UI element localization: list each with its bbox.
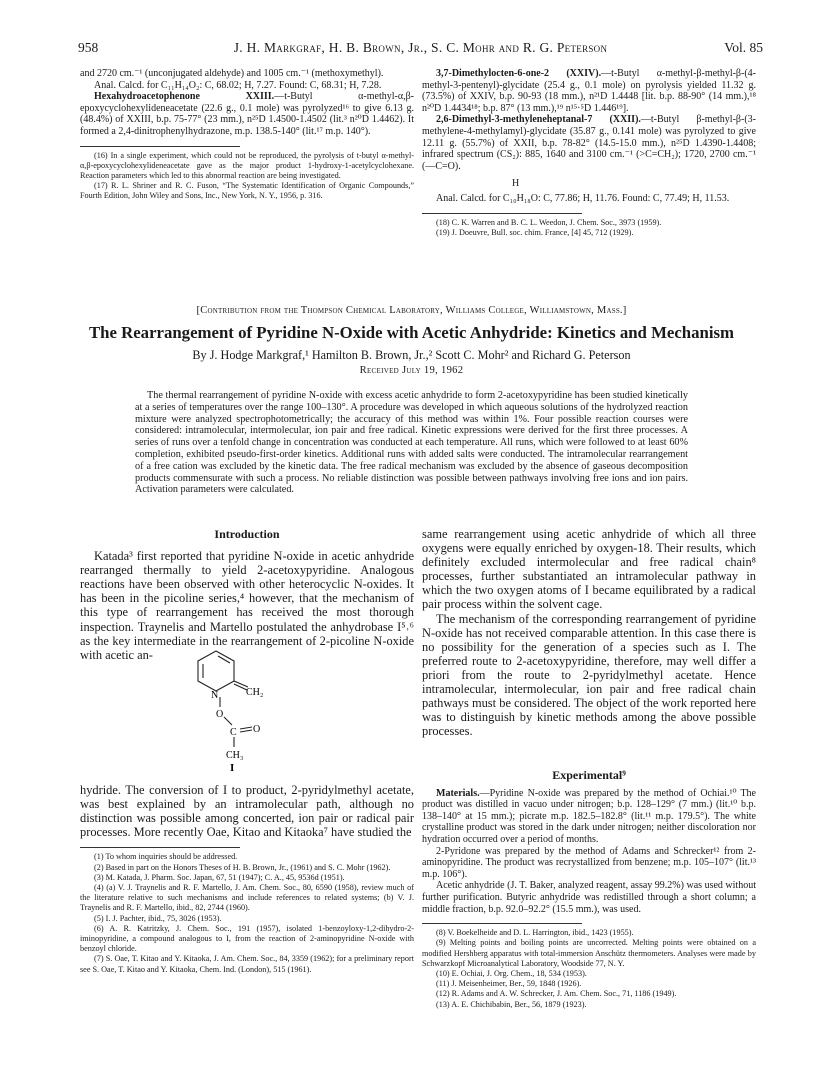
anhydride-paragraph: Acetic anhydride (J. T. Baker, analyzed reagent, assay 99.2%) was used without further purification. Butyric anhydride was redistilled through a short column; a middle fraction, b.p. 92.0–92.2° (15.5 mm.), was used. [422, 880, 756, 915]
intro-right-p2: The mechanism of the corresponding rearrangement of pyridine N-oxide has not received comparable attention. In this case there is no possibility for the generation of a species such as I. The preferred route to 2-acetoxypyridine, therefore, may well differ a priori from the route to 2-pyridylmethyl acetate. Hence intramolecular, intermolecular, ion pair and free radical chain pathways must be considered. The object of the work reported here was to distinguish by kinetic methods among the above possible processes. [422, 611, 756, 739]
materials-heading: Materials. [436, 787, 480, 799]
intro-heading: Introduction [214, 527, 280, 541]
prev-left-p1: and 2720 cm.⁻¹ (unconjugated aldehyde) and 1005 cm.⁻¹ (methoxymethyl). [80, 68, 384, 79]
ring-double-bond [218, 656, 230, 663]
footnote-6: (6) A. R. Katritzky, J. Chem. Soc., 191 (1957), isolated 1-benzoyloxy-1,2-dihydro-2-iminopyridine, a compound analogous to I, from the reaction of 2-aminopyridine N-oxide with benzoyl chloride. [80, 923, 414, 954]
prev-article-left-column [80, 68, 414, 202]
footnote-10: (10) E. Ochiai, J. Org. Chem., 18, 534 (1953). [436, 968, 587, 978]
struct-label-o: O [216, 709, 224, 720]
compound-text: —t-Butyl α-methyl-β-methyl-β-(4-methyl-3-pentenyl)-glycidate (25.4 g., 0.1 mole) on pyrolysis yielded 11.32 g. (73.5%) of XXIV, b.p. 90-93 (18 mm.), n²¹D 1.4448 [lit. b.p. 88-90° (14 mm.),¹⁸ n²⁰D 1.4434¹⁸; b.p. 87° (13 mm.),¹⁹ n¹⁵·⁵D 1.446¹⁹]. [422, 68, 757, 114]
intro-right-column [422, 527, 756, 738]
intro-left-column [80, 527, 414, 662]
compound-heading: Hexahydroacetophenone XXIII. [94, 91, 275, 103]
c-o-bond-a [240, 727, 252, 729]
struct-label-c: C [230, 727, 237, 738]
footnote-8: (8) V. Boekelheide and D. L. Harrington, ibid., 1423 (1955). [436, 928, 634, 938]
footnote-7: (7) S. Oae, T. Kitao and Y. Kitaoka, J. Am. Chem. Soc., 84, 3359 (1962); for a preliminary report see S. Oae, T. Kitao and Y. Kitaoka, Chem. Ind. (London), 515 (1961). [80, 954, 414, 974]
footnote-3: (3) M. Katada, J. Pharm. Soc. Japan, 67, 51 (1947); C. A., 45, 9536d (1951). [94, 872, 345, 882]
materials-paragraph [422, 788, 756, 846]
footnote-1: (1) To whom inquiries should be addressed. [94, 852, 238, 862]
running-title: J. H. Markgraf, H. B. Brown, Jr., S. C. Mohr and R. G. Peterson [233, 40, 608, 55]
footnote-19: (19) J. Doeuvre, Bull. soc. chim. France, [4] 45, 712 (1929). [436, 227, 634, 237]
footnote-16: (16) In a single experiment, which could not be reproduced, the pyrolysis of t-butyl α-methyl-α,β-epoxycyclohexylideneacetate gave as the major product 1-hydroxy-1-acetylcyclohexane. Reaction parameters which led to this abnormal reaction are being investigated. [80, 150, 414, 180]
prev-right-p1 [422, 68, 756, 114]
running-header [78, 40, 763, 60]
experimental-heading: Experimental⁹ [552, 768, 626, 782]
intro-p1: Katada³ first reported that pyridine N-oxide in acetic anhydride rearranged thermally to yield 2-acetoxypyridine. Analogous reactions have been observed with other heterocyclic N-oxides. It has been in the picoline series,⁴ however, that the mechanism of this type of rearrangement has received the most thorough inspection. Traynelis and Martello postulated the anhydrobase I⁵˒⁶ as the key intermediate in the rearrangement of 2-picoline N-oxide with acetic an- [80, 549, 414, 662]
c-o-bond-b [240, 730, 252, 732]
structure-I-svg [194, 647, 304, 772]
footnote-rule [80, 146, 240, 147]
struct-label-o2: O [253, 724, 261, 735]
footnote-rule [422, 213, 582, 214]
prev-article-right-column [422, 68, 756, 238]
footnote-11: (11) J. Meisenheimer, Ber., 59, 1848 (1926). [436, 979, 582, 989]
compound-text: —t-Butyl α-methyl-α,β-epoxycyclohexylideneacetate (22.6 g., 0.1 mole) was pyrolyzed¹⁶ to give 6.13 g. (48.4%) of XXIII, b.p. 75-77° (23 mm.), n²⁵D 1.4500-1.4502 (lit.³ n²⁰D 1.4462). It formed a 2,4-dinitrophenylhydrazone, m.p. 138.5-140° (lit.¹⁷ m.p. 140°). [80, 91, 414, 137]
footnote-18: (18) C. K. Warren and B. C. L. Weedon, J. Chem. Soc., 3973 (1959). [436, 217, 662, 227]
prev-right-anal: Anal. Calcd. for C₁₀H₁₈O: C, 77.86; H, 11.76. Found: C, 77.49; H, 11.53. [436, 192, 730, 204]
author-line: By J. Hodge Markgraf,¹ Hamilton B. Brown, Jr.,² Scott C. Mohr² and Richard G. Peterson [192, 348, 631, 362]
prev-right-p2 [422, 114, 756, 172]
compound-heading: 3,7-Dimethylocten-6-one-2 (XXIV). [436, 68, 602, 79]
footnote-rule [80, 847, 240, 848]
footnote-13: (13) A. E. Chichibabin, Ber., 56, 1879 (1923). [436, 999, 587, 1009]
compound-text: —t-Butyl β-methyl-β-(3-methylene-4-methylamyl)-glycidate (35.87 g., 0.141 mole) was pyrolyzed to give 12.11 g. (55.7%) of XXII, b.p. 78-82° (14.5-15.0 mm.), n²⁵D 1.4390-1.4408; infrared spectrum (CS₂): 885, 1640 and 3100 cm.⁻¹ (>C=CH₂); 1720, 2700 cm.⁻¹ (—C=O). [422, 114, 756, 172]
struct-label-ch2: CH₂ [246, 687, 264, 698]
abstract: The thermal rearrangement of pyridine N-oxide with excess acetic anhydride to form 2-acetoxypyridine has been studied kinetically at a series of temperatures over the range 100–130°. A procedure was developed in which aqueous solutions of the hydrolyzed reaction mixture were analyzed spectrophotometrically; the accuracy of this method was within 1%. Four possible reaction courses were considered: intramolecular, intermolecular, ion pair and free radical. Kinetic expressions were derived for the first three processes. A series of runs over a tenfold change in concentration was conducted at each temperature. All runs, which were followed to at least 60% completion, exhibited pseudo-first-order kinetics. Additional runs with added salts were conducted. The intramolecular rearrangement of a free cation was excluded by the kinetic data. The free radical mechanism was excluded by the absence of gaseous decomposition products commensurate with such a process. No reliable distinction was possible between pathways involving free ions and ion pairs. Activation parameters were calculated. [135, 390, 688, 496]
intro-left-continued [80, 783, 414, 975]
aldehyde-h-label: H [512, 178, 520, 190]
footnote-9: (9) Melting points and boiling points are uncorrected. Melting points were obtained on a modified Hershberg apparatus with total-immersion Anschütz thermometers. Analyses were made by Schwarzkopf Microanalytical Laboratory, Woodside 77, N. Y. [422, 938, 756, 968]
footnote-12: (12) R. Adams and A. W. Schrecker, J. Am. Chem. Soc., 71, 1186 (1949). [436, 989, 677, 999]
article-title: The Rearrangement of Pyridine N-Oxide with Acetic Anhydride: Kinetics and Mechanism [88, 323, 735, 342]
footnote-rule [422, 923, 582, 924]
volume-label: Vol. 85 [724, 40, 763, 55]
footnote-5: (5) I. J. Pachter, ibid., 75, 3026 (1953). [94, 913, 222, 923]
prev-left-anal: Anal. Calcd. for C₁₁H₁₄O₂: C, 68.02; H, 7.27. Found: C, 68.31; H, 7.28. [94, 79, 382, 91]
compound-heading: 2,6-Dimethyl-3-methyleneheptanal-7 (XXII). [436, 114, 641, 126]
struct-label-i: I [230, 762, 235, 772]
footnotes-left [80, 852, 414, 974]
structure-I-diagram [194, 647, 304, 772]
footnote-17: (17) R. L. Shriner and R. C. Fuson, “The Systematic Identification of Organic Compounds,” Fourth Edition, John Wiley and Sons, Inc., New York, N. Y., 1956, p. 316. [80, 181, 414, 201]
footnote-4: (4) (a) V. J. Traynelis and R. F. Martello, J. Am. Chem. Soc., 80, 6590 (1958), review much of the literature relative to such mechanisms and include references to related systems; (b) V. J. Traynelis and R. F. Martello, ibid., 82, 2744 (1960). [80, 882, 414, 913]
struct-label-ch3: CH₃ [226, 750, 244, 761]
pyridone-paragraph: 2-Pyridone was prepared by the method of Adams and Schrecker¹² from 2-aminopyridine. The product was recrystallized from benzene; m.p. 105–107° (lit.¹³ m.p. 106°). [422, 845, 756, 880]
materials-text: —Pyridine N-oxide was prepared by the method of Ochiai.¹⁰ The product was distilled in vacuo under nitrogen; b.p. 128–129° (7 mm.) (lit.¹⁰ b.p. 138–140° at 15 mm.); picrate m.p. 182.5–182.8° (lit.¹¹ m.p. 179.5°). The white crystalline product was stored in the dark under nitrogen; neither discoloration nor hydration occurred over a period of months. [422, 787, 756, 845]
contribution-line: [Contribution from the Thompson Chemical Laboratory, Williams College, Williamstown, Mass.] [196, 305, 627, 316]
footnotes-right [422, 928, 756, 1010]
intro-p2: hydride. The conversion of I to product, 2-pyridylmethyl acetate, was best explained by an intramolecular path, although no distinction was possible among concerted, ion pair or radical pair processes. More recently Oae, Kitao and Kitaoka⁷ have studied the [80, 783, 414, 840]
footnote-2: (2) Based in part on the Honors Theses of H. B. Brown, Jr., (1961) and S. C. Mohr (1962). [94, 862, 391, 872]
received-date: Received July 19, 1962 [359, 365, 464, 376]
o-c-bond [224, 717, 232, 725]
page-number: 958 [78, 40, 99, 55]
struct-label-n: N [211, 690, 219, 701]
prev-left-hexahydro [80, 91, 414, 137]
experimental-column [422, 770, 756, 1010]
intro-right-p1: same rearrangement using acetic anhydride of which all three oxygens were equally enriched by oxygen-18. Their results, which definitely excluded intermolecular and free radical chain⁸ processes, further substantiated an intramolecular pathway in which the two oxygen atoms of I became equilibrated by a radical pair process within the solvent cage. [422, 527, 756, 612]
